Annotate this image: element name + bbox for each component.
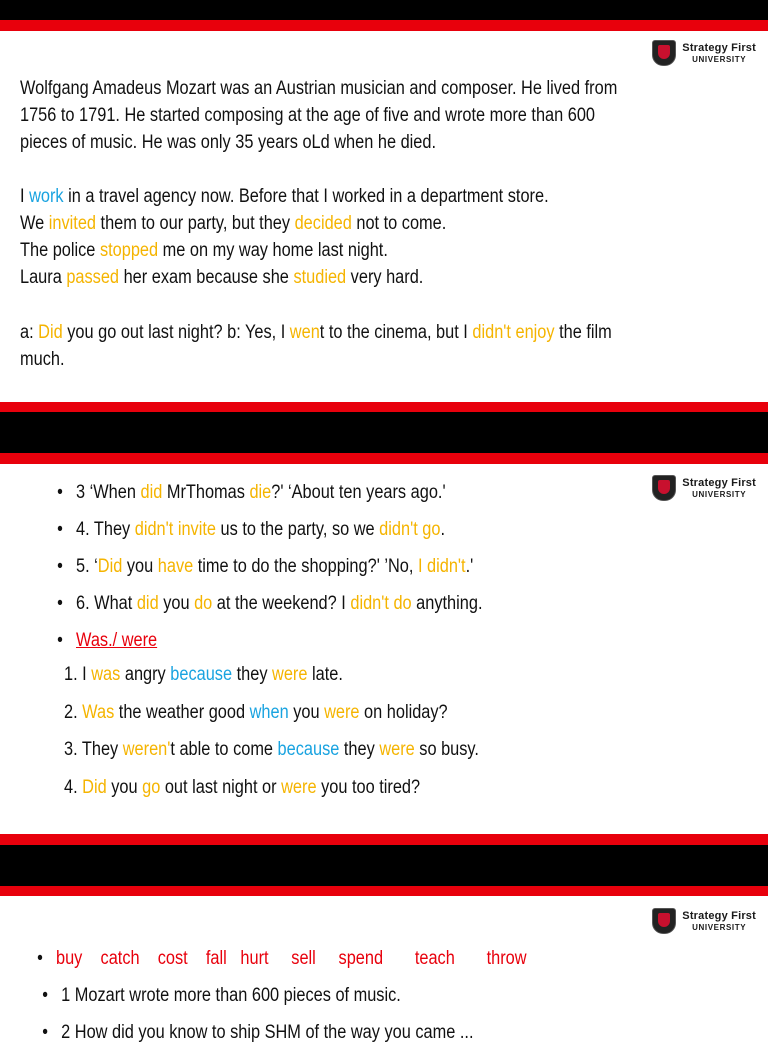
verb: cost — [157, 948, 188, 969]
logo-subtitle: UNIVERSITY — [692, 54, 747, 64]
list-item: • 4. They didn't invite us to the party, so we didn't go. — [76, 511, 482, 548]
text-line: We invited them to our party, but they decided not to come. — [20, 213, 447, 234]
logo — [652, 475, 756, 501]
verb-list — [56, 940, 527, 1051]
verb-options — [56, 940, 527, 977]
divider-red-stripe — [0, 453, 768, 464]
text-line: The police stopped me on my way home last night. — [20, 240, 388, 261]
verb: throw — [486, 948, 527, 969]
text-line: much. — [20, 349, 65, 370]
text-line: pieces of music. He was only 35 years oLd when he died. — [20, 132, 437, 153]
logo-name: Strategy First — [682, 41, 756, 54]
verb: teach — [414, 948, 455, 969]
logo-name: Strategy First — [682, 476, 756, 489]
numbered-sentences — [64, 656, 479, 806]
text-line: 1756 to 1791. He started composing at the age of five and wrote more than 600 — [20, 105, 596, 126]
divider-red-stripe — [0, 834, 768, 845]
shield-icon — [652, 475, 676, 501]
logo-subtitle: UNIVERSITY — [692, 489, 747, 499]
text-line: Wolfgang Amadeus Mozart was an Austrian musician and composer. He lived from — [20, 78, 618, 99]
verb: hurt — [240, 948, 269, 969]
answers-list — [76, 474, 482, 659]
verb: buy — [56, 948, 83, 969]
list-item: • 2 How did you know to ship SHM of the way you came ... — [61, 1014, 532, 1051]
shield-icon — [652, 40, 676, 66]
mozart-paragraph — [20, 75, 617, 156]
text-line: Laura passed her exam because she studied very hard. — [20, 267, 424, 288]
logo-name: Strategy First — [682, 909, 756, 922]
dialog-example — [20, 319, 612, 373]
list-item: • 3 ‘When did MrThomas die?' ‘About ten years ago.' — [76, 474, 482, 511]
logo-subtitle: UNIVERSITY — [692, 922, 747, 932]
divider-red-stripe — [0, 886, 768, 896]
numbered-item: 1. I was angry because they were late. — [64, 664, 343, 685]
verb: sell — [291, 948, 316, 969]
numbered-item: 3. They weren't able to come because they were so busy. — [64, 739, 479, 760]
example-sentences — [20, 183, 549, 291]
verb: catch — [100, 948, 140, 969]
slide1-top-red-stripe — [0, 20, 768, 31]
numbered-item: 4. Did you go out last night or were you too tired? — [64, 776, 421, 798]
divider-black-bar — [0, 845, 768, 886]
numbered-item: 2. Was the weather good when you were on holiday? — [64, 701, 448, 723]
list-item: • 6. What did you do at the weekend? I didn't do anything. — [76, 585, 482, 622]
slide1-top-bar — [0, 0, 768, 20]
verb: fall — [205, 948, 227, 969]
divider-red-stripe — [0, 402, 768, 412]
logo — [652, 908, 756, 934]
logo — [652, 40, 756, 66]
verb: spend — [338, 948, 384, 969]
text-line: a: Did you go out last night? b: Yes, I went to the cinema, but I didn't enjoy the film — [20, 322, 612, 343]
section-heading-was-were: • Was./ were — [76, 622, 482, 659]
divider-black-bar — [0, 412, 768, 453]
list-item: • 1 Mozart wrote more than 600 pieces of music. — [61, 977, 532, 1014]
list-item: • 5. ‘Did you have time to do the shopping?' ’No, I didn't.' — [76, 548, 482, 585]
text-line: I work in a travel agency now. Before that I worked in a department store. — [20, 186, 549, 207]
shield-icon — [652, 908, 676, 934]
